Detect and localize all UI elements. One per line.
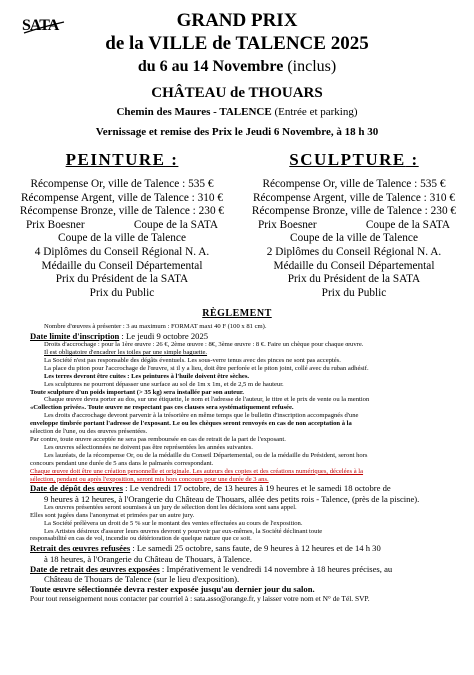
reglement-rule: Les œuvres sélectionnées ne doivent pas être représentées les années suivantes. — [44, 443, 253, 451]
reglement-rule: Les lauréats, de la récompense Or, ou de la médaille du Conseil Départemental, ou de la médaille du Président, seront hors — [44, 451, 368, 459]
date-depot-detail: 9 heures à 12 heures, à l'Orangerie du Château de Thouars, allée des petits rois - Talence, (près de la piscine). — [44, 493, 420, 504]
reglement-rule: Chaque œuvre devra porter au dos, sur une étiquette, le nom et l'adresse de l'auteur, le titre et le prix de vente ou la mention — [44, 396, 370, 404]
reglement-rule: Il est obligatoire d'encadrer les toiles par une simple baguette. — [44, 349, 208, 357]
sculpture-prix-boesner: Prix Boesner — [258, 218, 317, 231]
peinture-prix-public: Prix du Public — [89, 286, 155, 299]
reglement-rule: La place du piton pour l'accrochage de l'œuvre, si il y a lieu, doit être perforée et le piton joint, collé avec du ruban adhésif. — [44, 364, 369, 372]
date-limite-inscription: Date limite d'inscription : Le jeudi 9 octobre 2025 — [30, 330, 209, 341]
peinture-prize-pair — [14, 219, 230, 233]
sculpture-prix-public: Prix du Public — [321, 286, 387, 299]
originality-warning: sélection, pendant ou après l'exposition, seront mis hors concours pour une durée de 3 ans. — [30, 475, 269, 483]
sculpture-diplomes: 2 Diplômes du Conseil Régional N. A. — [266, 245, 442, 258]
dates-bold: du 6 au 14 Novembre — [137, 58, 284, 75]
title-line-2: de la VILLE de TALENCE 2025 — [105, 33, 369, 54]
sculpture-prix-president: Prix du Président de la SATA — [287, 273, 421, 286]
reglement-rule: Nombre d'œuvres à présenter : 3 au maximum : FORMAT maxi 40 F (100 x 81 cm). — [44, 323, 267, 330]
address-bold: Chemin des Maures - TALENCE — [116, 106, 272, 118]
reglement-rule: concours pendant une durée de 5 ans dans le palmarès correspondant. — [30, 459, 214, 467]
reglement-rule: Les sculptures ne pourront dépasser une surface au sol de 1m x 1m, et de 2,5 m de hauteur. — [44, 380, 284, 388]
reglement-rule: «Collection privée». Toute œuvre ne respectant pas ces clauses sera systématiquement refusée. — [30, 404, 294, 412]
peinture-coupe-ville: Coupe de la ville de Talence — [58, 232, 186, 245]
peinture-medaille: Médaille du Conseil Départemental — [41, 259, 203, 272]
vernissage: Vernissage et remise des Prix le Jeudi 6 Novembre, à 18 h 30 — [95, 126, 379, 138]
retrait-refusees: Retrait des œuvres refusées : Le samedi 25 octobre, sans faute, de 9 heures à 12 heures et de 14 h 30 — [30, 543, 381, 554]
dates-normal: (inclus) — [287, 58, 337, 75]
reglement-rule: Les droits d'accrochage devront parvenir à la trésorière en même temps que le bulletin d'inscription accompagnés d'une — [44, 412, 359, 420]
droits-accrochage: Droits d'accrochage : pour la 1ère œuvre : 26 €, 2ème œuvre : 8€, 3ème œuvre : 8 €. Faire un chèque pour chaque œuvre. — [44, 341, 364, 349]
reglement-title: RÈGLEMENT — [202, 308, 272, 319]
reglement-rule: Par contre, toute œuvre acceptée ne sera pas remboursée en cas de retrait de la part de l'exposant. — [30, 435, 286, 443]
contact-note: Pour tout renseignement nous contacter par courriel à : sata.asso@orange.fr, y laisser votre nom et N° de Tél. SVP. — [30, 594, 370, 604]
originality-warning: Chaque œuvre doit être une création personnelle et originale. Les auteurs des copies et des créations numériques, décelées à la — [30, 467, 364, 475]
retrait-refusees-detail: à 18 heures, à l'Orangerie du Château de Thouars, à Talence. — [44, 553, 252, 564]
peinture-heading: PEINTURE : — [65, 150, 179, 169]
address-normal: (Entrée et parking) — [274, 106, 358, 118]
address — [0, 106, 474, 119]
logo-text: SATA — [22, 17, 59, 34]
reglement-rule: enveloppe timbrée portant l'adresse de l'exposant. Le ou les chèques seront renvoyés en cas de non acceptation à la — [30, 420, 352, 428]
sculpture-prize-pair — [246, 219, 462, 233]
reglement-rule: sélection de l'une, ou des œuvres présentées. — [30, 428, 148, 436]
reglement-rule: Les œuvres présentées seront soumises à un jury de sélection dont les décisions sont sans appel. — [44, 503, 297, 511]
peinture-prix-president: Prix du Président de la SATA — [55, 273, 189, 286]
reglement-rule: Les Artistes désireux d'assurer leurs œuvres devront y pourvoir par eux-mêmes, la Société déclinant toute — [44, 527, 323, 535]
venue: CHÂTEAU de THOUARS — [151, 85, 323, 101]
sculpture-column — [246, 150, 462, 300]
sculpture-award-bronze: Récompense Bronze, ville de Talence : 230 € — [251, 205, 457, 218]
reglement-rule: Elles sont jugées dans l'anonymat et primées par un autre jury. — [30, 511, 195, 519]
reglement-body — [30, 323, 456, 605]
final-note: Toute œuvre sélectionnée devra rester exposée jusqu'au dernier jour du salon. — [30, 584, 315, 595]
sculpture-coupe-ville: Coupe de la ville de Talence — [290, 232, 418, 245]
dates — [0, 58, 474, 76]
peinture-award-gold: Récompense Or, ville de Talence : 535 € — [30, 178, 214, 190]
sculpture-coupe-sata: Coupe de la SATA — [365, 218, 450, 231]
date-depot: Date de dépôt des œuvres : Le vendredi 17 octobre, de 13 heures à 19 heures et le samedi 18 octobre de — [30, 483, 391, 494]
reglement-rule: responsabilité en cas de vol, incendie ou détérioration de quelque nature que ce soit. — [30, 535, 252, 543]
peinture-award-silver: Récompense Argent, ville de Talence : 310 € — [20, 191, 224, 204]
reglement-rule: La Société prélèvera un droit de 5 % sur le montant des ventes effectuées au cours de l'exposition. — [44, 519, 303, 527]
retrait-exposees-detail: Château de Thouars de Talence (sur le lieu d'exposition). — [44, 573, 240, 584]
sculpture-heading: SCULPTURE : — [289, 150, 419, 169]
peinture-award-bronze: Récompense Bronze, ville de Talence : 230 € — [19, 205, 225, 218]
peinture-prix-boesner: Prix Boesner — [26, 218, 85, 231]
reglement-rule: Toute sculpture d'un poids important (> 35 kg) sera installée par son auteur. — [30, 388, 244, 396]
peinture-coupe-sata: Coupe de la SATA — [133, 218, 218, 231]
title-line-1: GRAND PRIX — [176, 10, 298, 31]
reglement-rule: Les terres devront être cuites : Les peintures à l'huile doivent être sèches. — [44, 372, 250, 380]
reglement-rule: La Société n'est pas responsable des dégâts éventuels. Les sous-verre tenus avec des pinces ne sont pas acceptés. — [44, 356, 341, 364]
sculpture-award-silver: Récompense Argent, ville de Talence : 310 € — [252, 191, 456, 204]
sculpture-medaille: Médaille du Conseil Départemental — [273, 259, 435, 272]
retrait-exposees: Date de retrait des œuvres exposées : Impérativement le vendredi 14 novembre à 18 heures précises, au — [30, 563, 393, 574]
peinture-diplomes: 4 Diplômes du Conseil Régional N. A. — [34, 245, 210, 258]
peinture-column — [14, 150, 230, 300]
sculpture-award-gold: Récompense Or, ville de Talence : 535 € — [262, 178, 446, 190]
